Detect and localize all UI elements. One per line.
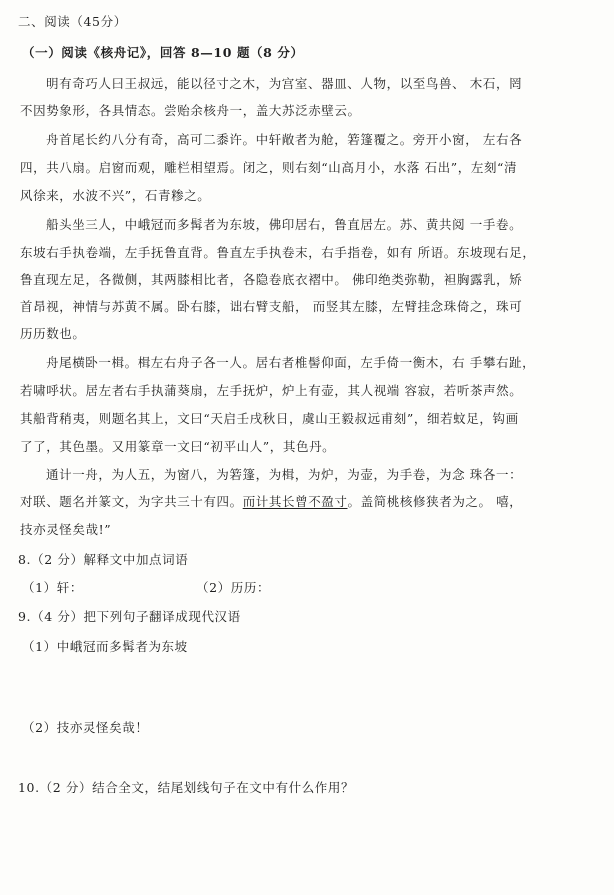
para4-line3: 其船背稍夷，则题名其上，文曰“天启壬戌秋日，虞山王毅叔远甫刻”，细若蚊足，钩画 <box>20 411 519 426</box>
question-9: 9.（4 分）把下列句子翻译成现代汉语 <box>18 609 241 624</box>
para3-line3: 鲁直现左足，各微侧，其两膝相比者，各隐卷底衣褶中。 佛印绝类弥勒，袒胸露乳，矫 <box>20 272 523 287</box>
question-9-item-2: （2）技亦灵怪矣哉！ <box>22 720 149 735</box>
para4-line1: 舟尾横卧一楫。楫左右舟子各一人。居右者椎髻仰面，左手倚一衡木，右 手攀右趾， <box>46 355 536 370</box>
para1-line2: 不因势象形，各具情态。尝贻余核舟一，盖大苏泛赤壁云。 <box>20 103 361 118</box>
para3-line1: 船头坐三人，中峨冠而多髯者为东坡，佛印居右，鲁直居左。苏、黄共阅 一手卷。 <box>46 217 523 232</box>
para4-line4: 了了，其色墨。又用篆章一文曰“初平山人”，其色丹。 <box>20 439 336 454</box>
para5-line2 <box>20 492 522 510</box>
para3-line4: 首昂视，神情与苏黄不属。卧右膝，诎右臂支船， 而竖其左膝，左臂挂念珠倚之，珠可 <box>20 299 523 314</box>
question-8-item-2: （2）历历： <box>196 580 271 595</box>
question-10: 10.（2 分）结合全文，结尾划线句子在文中有什么作用？ <box>18 780 355 795</box>
section-title: 二、阅读（45分） <box>18 14 127 29</box>
para5-line1: 通计一舟，为人五，为窗八，为箬篷，为楫，为炉，为壶，为手卷，为念 珠各一： <box>46 467 523 482</box>
para2-line1: 舟首尾长约八分有奇，高可二黍许。中轩敞者为舱，箬篷覆之。旁开小窗， 左右各 <box>46 132 523 147</box>
question-8: 8.（2 分）解释文中加点词语 <box>18 552 189 567</box>
sub-title: （一）阅读《核舟记》，回答 8—10 题（8 分） <box>22 45 304 60</box>
question-9-item-1: （1）中峨冠而多髯者为东坡 <box>22 639 188 654</box>
question-8-item-1: （1）轩： <box>22 580 83 595</box>
para5-line2-tail: 。盖简桃核修狭者为之。 嘻， <box>347 494 523 509</box>
para2-line3: 风徐来，水波不兴”，石青糁之。 <box>20 188 211 203</box>
underlined-sentence: 而计其长曾不盈寸 <box>242 494 348 509</box>
para1-line1: 明有奇巧人曰王叔远，能以径寸之木，为宫室、器皿、人物，以至鸟兽、 木石，罔 <box>46 76 523 91</box>
para3-line2: 东坡右手执卷端，左手抚鲁直背。鲁直左手执卷末，右手指卷，如有 所语。东坡现右足， <box>20 245 536 260</box>
para4-line2: 若啸呼状。居左者右手执蒲葵扇，左手抚炉，炉上有壶，其人视端 容寂，若听茶声然。 <box>20 383 523 398</box>
para3-line5: 历历数也。 <box>20 326 86 341</box>
para5-line3: 技亦灵怪矣哉!” <box>20 522 112 537</box>
para2-line2: 四，共八扇。启窗而观，雕栏相望焉。闭之，则右刻“山高月小，水落 石出”，左刻“清 <box>20 160 518 175</box>
para5-line2-text: 对联、题名并篆文，为字共三十有四。 <box>20 494 243 509</box>
